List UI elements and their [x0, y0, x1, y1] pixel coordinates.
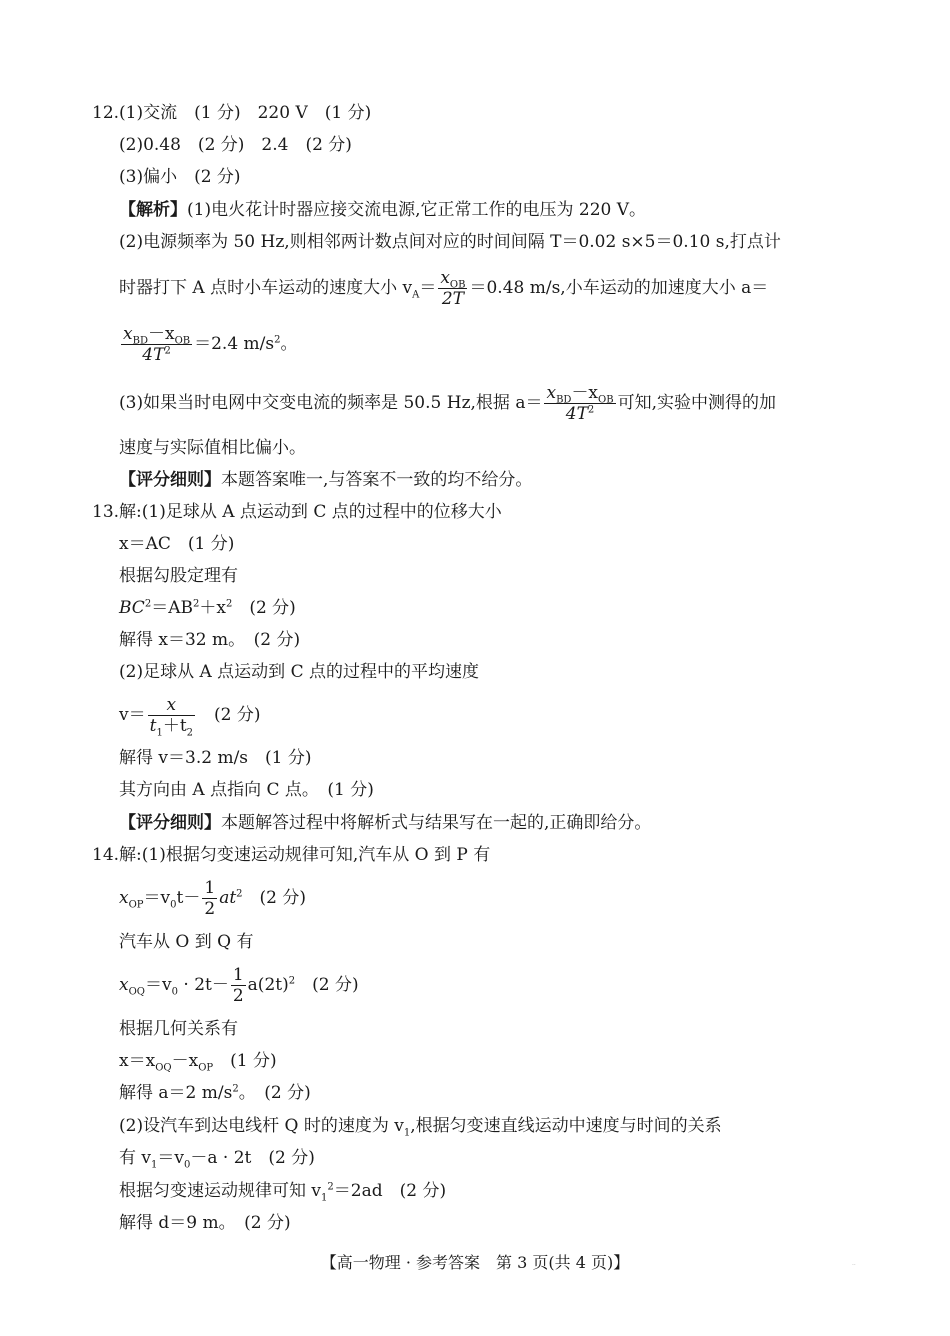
subscript: 0 — [171, 986, 178, 998]
q14-line-7 — [119, 1082, 311, 1104]
subscript: OB — [598, 394, 614, 406]
subscript: BD — [556, 394, 572, 406]
superscript: 2 — [288, 975, 296, 987]
text-span: ＝v — [143, 888, 171, 908]
subscript: OB — [449, 279, 466, 291]
text-span: (1 分) — [213, 1051, 277, 1071]
q14-line-8 — [119, 1115, 722, 1137]
text-span: 根据匀变速运动规律可知 v — [119, 1181, 322, 1201]
q14-line-11: 解得 d＝9 m。 (2 分) — [119, 1213, 291, 1233]
subscript: OQ — [128, 986, 145, 998]
q14-line-6 — [119, 1050, 277, 1072]
scoring-tag: 【评分细则】 — [119, 813, 221, 833]
numerator: x — [148, 695, 195, 716]
text-span: 可知,实验中测得的加 — [617, 393, 776, 413]
q13-line-8: 解得 v＝3.2 m/s (1 分) — [119, 748, 312, 768]
text-span: 有 v — [119, 1148, 152, 1168]
q13-line-7 — [119, 695, 261, 739]
text-span: at — [219, 888, 237, 908]
subscript: 1 — [403, 1127, 411, 1139]
numerator: 1 — [232, 965, 244, 985]
text-span: ＝0.48 m/s,小车运动的加速度大小 a＝ — [469, 278, 769, 298]
denominator: 2 — [204, 899, 216, 919]
text-span: ＝v — [157, 1148, 184, 1168]
text-span: BC — [119, 598, 145, 618]
superscript: 2 — [164, 345, 171, 357]
denominator: 4T — [565, 404, 588, 424]
analysis-tag: 【解析】 — [119, 200, 187, 220]
q13-scoring — [119, 812, 651, 834]
q13-line-5: 解得 x＝32 m。 (2 分) — [119, 630, 301, 650]
q14-line-9 — [119, 1147, 315, 1169]
text-span: · 2t－ — [177, 975, 229, 995]
text-span: (2 分) — [295, 975, 359, 995]
subscript: 0 — [184, 1159, 191, 1171]
subscript: 1 — [151, 1159, 158, 1171]
text-span: (3)如果当时电网中交变电流的频率是 50.5 Hz,根据 a＝ — [119, 393, 543, 413]
q12-line-3: (3)偏小 (2 分) — [119, 167, 241, 187]
q14-line-5: 根据几何关系有 — [119, 1019, 238, 1039]
superscript: 2 — [587, 404, 595, 416]
text-span: ＋x — [199, 598, 226, 618]
fraction-a-2 — [544, 383, 615, 424]
corner-mark: ·· — [852, 1262, 856, 1269]
q12-line-9: 速度与实际值相比偏小。 — [119, 438, 306, 458]
text-span: t－ — [176, 888, 201, 908]
denominator: 2T — [441, 289, 464, 309]
text-span: ,根据匀变速直线运动中速度与时间的关系 — [410, 1116, 722, 1136]
q13-line-3: 根据勾股定理有 — [119, 566, 238, 586]
text-span: x＝x — [119, 1051, 156, 1071]
subscript: OP — [198, 1062, 214, 1074]
numerator: 1 — [204, 878, 216, 898]
superscript: 2 — [236, 888, 243, 900]
fraction-v — [148, 695, 195, 739]
q12-analysis — [119, 199, 646, 221]
text-span: ＝2.4 m/s — [194, 334, 275, 354]
q12-line-7 — [119, 324, 298, 365]
numerator: x — [440, 268, 450, 288]
text-span: x — [119, 975, 129, 995]
subscript: OQ — [155, 1062, 172, 1074]
text-span: ＝v — [145, 975, 172, 995]
text-span: ＋t — [162, 716, 187, 736]
q14-line-3: 汽车从 O 到 Q 有 — [119, 932, 254, 952]
q13-line-9: 其方向由 A 点指向 C 点。 (1 分) — [119, 780, 374, 800]
fraction-half-2 — [231, 965, 246, 1006]
superscript: 2 — [274, 334, 281, 346]
q12-line-6 — [119, 268, 768, 309]
q14-line-4 — [119, 965, 359, 1006]
superscript: 2 — [225, 598, 233, 610]
q13-line-6: (2)足球从 A 点运动到 C 点的过程中的平均速度 — [119, 662, 479, 682]
superscript: 2 — [232, 1083, 239, 1095]
text-span: (2 分) — [242, 888, 307, 908]
text-span: (2 分) — [197, 705, 261, 725]
text-span: －x — [147, 324, 175, 344]
superscript: 2 — [144, 598, 152, 610]
superscript: 2 — [192, 598, 200, 610]
q14-line-10 — [119, 1180, 446, 1202]
q13-scoring-text: 本题解答过程中将解析式与结果写在一起的,正确即给分。 — [221, 813, 652, 833]
page-footer: 【高一物理 · 参考答案 第 3 页(共 4 页)】 — [320, 1253, 630, 1272]
text-span: 时器打下 A 点时小车运动的速度大小 v — [119, 278, 413, 298]
subscript: OP — [128, 899, 144, 911]
text-span: x — [119, 888, 129, 908]
q13-line-2: x＝AC (1 分) — [119, 534, 235, 554]
fraction-a — [121, 324, 192, 365]
q12-scoring-text: 本题答案唯一,与答案不一致的均不给分。 — [221, 470, 533, 490]
text-span: ＝AB — [151, 598, 193, 618]
q14-line-1: 14.解:(1)根据匀变速运动规律可知,汽车从 O 到 P 有 — [92, 845, 491, 865]
subscript: A — [412, 289, 420, 301]
subscript: BD — [132, 335, 148, 347]
q12-analysis-text: (1)电火花计时器应接交流电源,它正常工作的电压为 220 V。 — [187, 200, 647, 220]
text-span: ＝2ad (2 分) — [333, 1181, 447, 1201]
text-span: ＝ — [419, 278, 437, 298]
text-span: －a · 2t (2 分) — [190, 1148, 315, 1168]
text-span: t — [149, 716, 157, 736]
scoring-tag: 【评分细则】 — [119, 470, 221, 490]
q12-line-1: 12.(1)交流 (1 分) 220 V (1 分) — [92, 103, 372, 123]
q14-line-2 — [119, 878, 306, 919]
text-span: 解得 a＝2 m/s — [119, 1083, 233, 1103]
q12-line-5: (2)电源频率为 50 Hz,则相邻两计数点间对应的时间间隔 T＝0.02 s×5＝0.10 s,打点计 — [119, 232, 781, 252]
fraction-vA — [438, 268, 467, 309]
subscript: 2 — [186, 727, 194, 739]
q13-line-1: 13.解:(1)足球从 A 点运动到 C 点的过程中的位移大小 — [92, 502, 502, 522]
text-span: －x — [571, 383, 599, 403]
subscript: OB — [174, 335, 191, 347]
text-span: －x — [171, 1051, 199, 1071]
fraction-half — [202, 878, 217, 919]
q12-scoring — [119, 469, 532, 491]
text-span: (2 分) — [232, 598, 296, 618]
text-span: v＝ — [119, 705, 146, 725]
q13-line-4 — [119, 597, 296, 619]
denominator: 4T — [142, 345, 165, 365]
q12-line-2: (2)0.48 (2 分) 2.4 (2 分) — [119, 135, 352, 155]
superscript: 2 — [327, 1181, 334, 1193]
subscript: 0 — [170, 899, 177, 911]
subscript: 1 — [321, 1192, 328, 1204]
text-span: 。 (2 分) — [238, 1083, 311, 1103]
numerator: x — [546, 383, 557, 403]
text-span: a(2t) — [247, 975, 289, 995]
q12-line-8 — [119, 383, 776, 424]
text-span: 。 — [280, 334, 298, 354]
numerator: x — [123, 324, 133, 344]
subscript: 1 — [156, 727, 163, 739]
text-span: (2)设汽车到达电线杆 Q 时的速度为 v — [119, 1116, 404, 1136]
denominator: 2 — [232, 986, 244, 1006]
